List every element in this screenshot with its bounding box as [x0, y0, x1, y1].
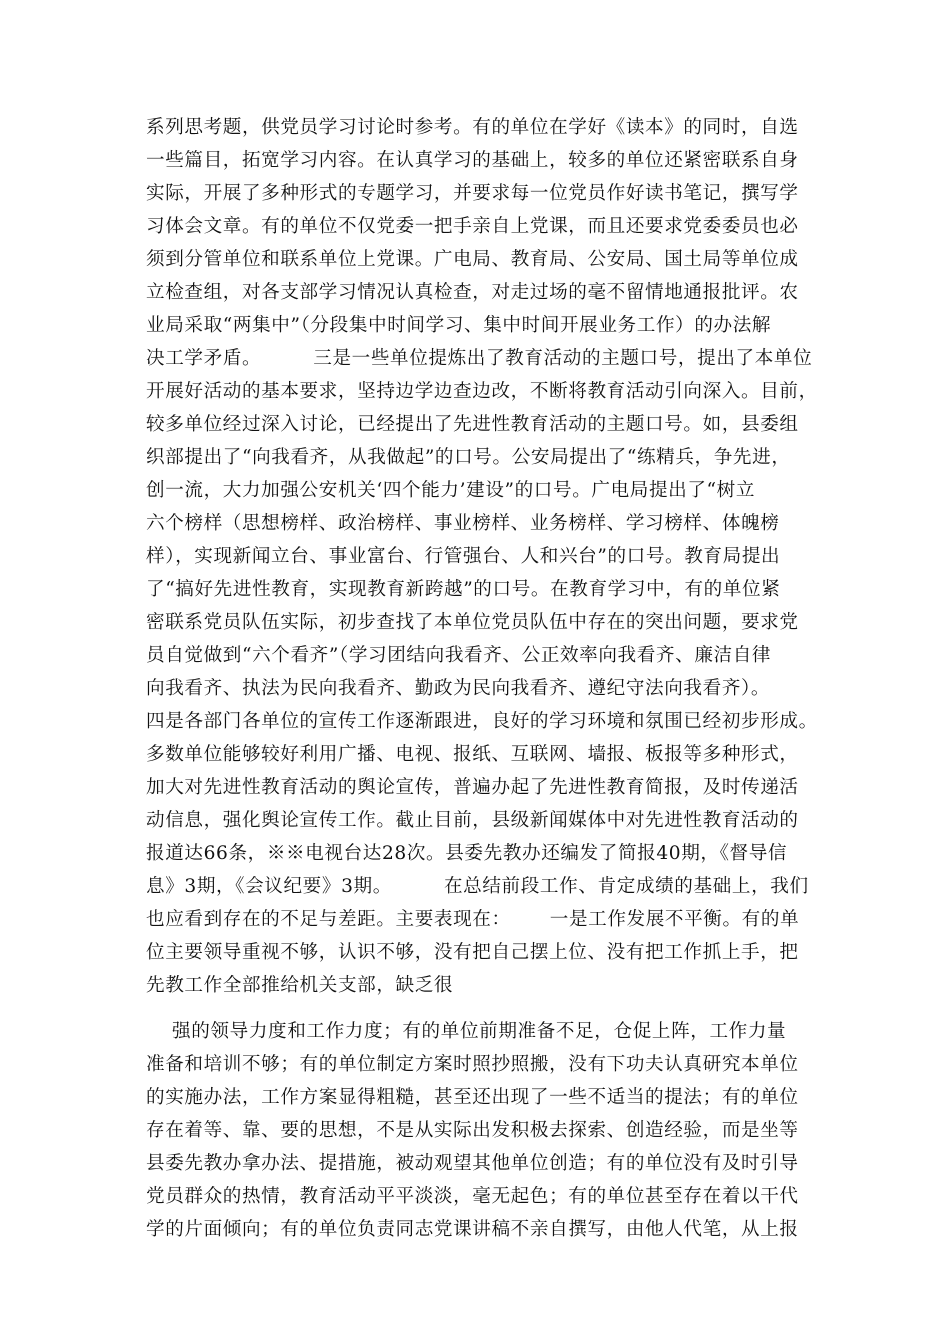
- text-line: 密联系党员队伍实际，初步查找了本单位党员队伍中存在的突出问题，要求党: [146, 612, 799, 633]
- text-line: 较多单位经过深入讨论，已经提出了先进性教育活动的主题口号。如，县委组: [146, 414, 799, 435]
- text-line: 织部提出了“向我看齐，从我做起”的口号。公安局提出了“练精兵，争先进，: [146, 447, 791, 468]
- text-line: 县委先教办拿办法、提措施，被动观望其他单位创造；有的单位没有及时引导: [146, 1153, 799, 1174]
- text-line: 开展好活动的基本要求，坚持边学边查边改，不断将教育活动引向深入。目前，: [146, 381, 818, 402]
- text-line: 先教工作全部推给机关支部，缺乏很: [146, 975, 454, 996]
- text-line: 立检查组，对各支部学习情况认真检查，对走过场的毫不留情地通报批评。农: [146, 282, 799, 303]
- text-line: 学的片面倾向；有的单位负责同志党课讲稿不亲自撰写，由他人代笔，从上报: [146, 1219, 799, 1240]
- text-line: 向我看齐、执法为民向我看齐、勤政为民向我看齐、遵纪守法向我看齐）。: [146, 678, 771, 699]
- text-line: 四是各部门各单位的宣传工作逐渐跟进，良好的学习环境和氛围已经初步形成。: [146, 711, 818, 732]
- text-line: 业局采取“两集中”（分段集中时间学习、集中时间开展业务工作）的办法解: [146, 315, 772, 336]
- text-line: 员自觉做到“六个看齐”（学习团结向我看齐、公正效率向我看齐、廉洁自律: [146, 645, 772, 666]
- text-line: 了“搞好先进性教育，实现教育新跨越”的口号。在教育学习中，有的单位紧: [146, 579, 781, 600]
- text-line: 创一流，大力加强公安机关‘四个能力’建设”的口号。广电局提出了“树立: [146, 480, 756, 501]
- text-line: 息》3期，《会议纪要》3期。 在总结前段工作、肯定成绩的基础上，我们: [146, 876, 809, 897]
- text-line: 六个榜样（思想榜样、政治榜样、事业榜样、业务榜样、学习榜样、体魄榜: [146, 513, 780, 534]
- text-line: 多数单位能够较好利用广播、电视、报纸、互联网、墙报、板报等多种形式，: [146, 744, 799, 765]
- text-line: 一些篇目，拓宽学习内容。在认真学习的基础上，较多的单位还紧密联系自身: [146, 150, 799, 171]
- text-line: 准备和培训不够；有的单位制定方案时照抄照搬，没有下功夫认真研究本单位: [146, 1054, 799, 1075]
- text-line: 强的领导力度和工作力度；有的单位前期准备不足，仓促上阵，工作力量: [146, 1021, 787, 1042]
- text-line: 党员群众的热情，教育活动平平淡淡，毫无起色；有的单位甚至存在着以干代: [146, 1186, 799, 1207]
- text-line: 系列思考题，供党员学习讨论时参考。有的单位在学好《读本》的同时，自选: [146, 117, 799, 138]
- text-line: 习体会文章。有的单位不仅党委一把手亲自上党课，而且还要求党委委员也必: [146, 216, 799, 237]
- text-line: 也应看到存在的不足与差距。主要表现在： 一是工作发展不平衡。有的单: [146, 909, 800, 930]
- text-line: 须到分管单位和联系单位上党课。广电局、教育局、公安局、国土局等单位成: [146, 249, 799, 270]
- text-line: 决工学矛盾。 三是一些单位提炼出了教育活动的主题口号，提出了本单位: [146, 348, 813, 369]
- text-line: 位主要领导重视不够，认识不够，没有把自己摆上位、没有把工作抓上手，把: [146, 942, 799, 963]
- text-line: 动信息，强化舆论宣传工作。截止目前，县级新闻媒体中对先进性教育活动的: [146, 810, 799, 831]
- text-line: 存在着等、靠、要的思想，不是从实际出发积极去探索、创造经验，而是坐等: [146, 1120, 799, 1141]
- text-line: 样），实现新闻立台、事业富台、行管强台、人和兴台”的口号。教育局提出: [146, 546, 781, 567]
- text-line: 的实施办法，工作方案显得粗糙，甚至还出现了一些不适当的提法；有的单位: [146, 1087, 799, 1108]
- text-line: 报道达66条，※※电视台达28次。县委先教办还编发了简报40期，《督导信: [146, 843, 788, 864]
- text-line: 加大对先进性教育活动的舆论宣传，普遍办起了先进性教育简报，及时传递活: [146, 777, 799, 798]
- text-line: 实际，开展了多种形式的专题学习，并要求每一位党员作好读书笔记，撰写学: [146, 183, 799, 204]
